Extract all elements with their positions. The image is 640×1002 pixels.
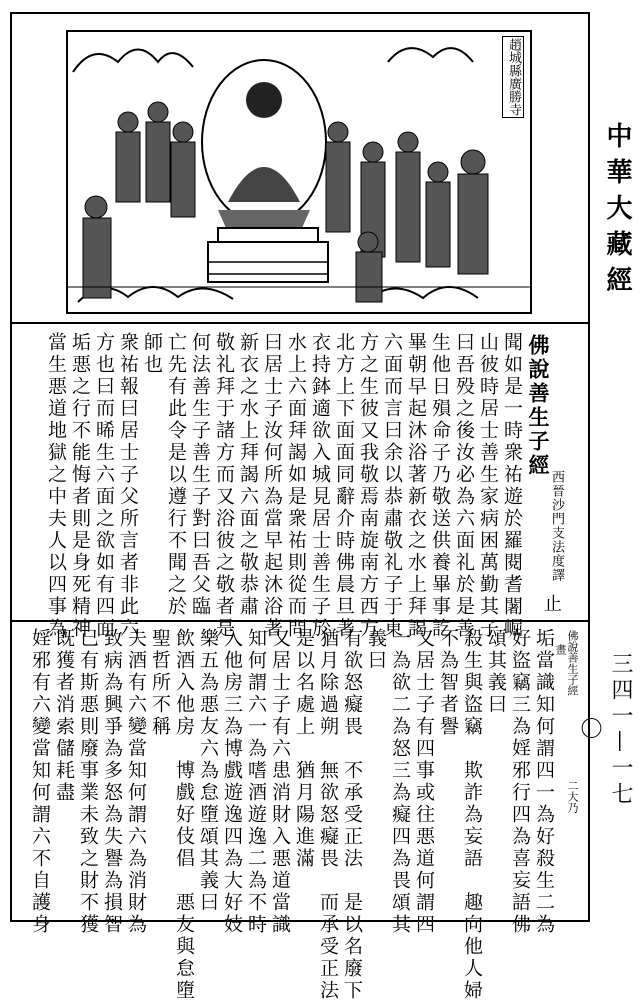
lower-text-column: 是以名處上 猶月陽進滿 (293, 628, 315, 870)
upper-text-column: 方之生彼又我敬焉南旋南方西方 (357, 332, 379, 640)
upper-text-column: 衣持鉢適欲入城見居士善生子於 (309, 332, 331, 640)
lower-text-column: 婬邪有六變當知何謂六不自護身 (29, 628, 51, 936)
upper-text-column: 衆祐報曰居士子父所言者非此六 (117, 332, 139, 640)
lower-text-column: 樂五為悪友六為怠墮頌其義曰 (197, 628, 219, 914)
margin-note: 佛說善生子經 (566, 630, 579, 696)
lower-text-column: 飲酒入他房 博戲好伎倡 悪友與怠墮 (173, 628, 195, 1002)
upper-text-column: 北方上下面面同辭介時佛晨旦著 (333, 332, 355, 640)
stamp: 畫 (554, 644, 567, 655)
lower-text-column: 入他房三為博戲遊逸四為大好妓 (221, 628, 243, 936)
lower-text-column: 有欲怒癡畏 不承受正法 是以名廢下 (341, 628, 363, 1002)
sutra-title: 佛說善生子經 (526, 334, 551, 478)
upper-text-column: 垢悪之行不能悔者則是身死精神 (69, 332, 91, 640)
lower-text-column: 殺生與盜竊 欺詐為妄語 趣向他人婦 (461, 628, 483, 1002)
upper-text-column: 敬礼拜于諸方而又浴彼之敬者是 (213, 332, 235, 640)
section-divider-upper (10, 322, 590, 324)
upper-text-column: 山彼時居士善生家病困萬勤其子 (477, 332, 499, 640)
upper-text-column: 亡先有此令是以遵行不聞之於 (165, 332, 187, 618)
lower-text-column: 垢當識知何謂四一為好殺生二為 (533, 628, 555, 936)
lower-text-column: 已有斯悪則廢事業未致之財不獲 (77, 628, 99, 936)
woodblock-illustration (68, 32, 530, 312)
upper-text-column: 新衣之水上拜謁六面之敬恭肅 (237, 332, 259, 618)
lower-text-column: 又居士子有六患消財入悪道當識 (269, 628, 291, 936)
translator-line: 西晉沙門支法度譯 (549, 470, 564, 582)
lower-text-column: 聖哲所不稱 (149, 628, 171, 738)
illustration (66, 30, 532, 314)
upper-text-column: 當生悪道地獄之中夫人以四事為 (45, 332, 67, 640)
lower-text-column: 猶月除過朔 無欲怒癡畏 而承受正法 (317, 628, 339, 1002)
upper-text-column: 方也曰而晞生六面之欲如有四面 (93, 332, 115, 640)
lower-text-column: 夫酒有六變當知何謂六為消財為 (125, 628, 147, 936)
upper-text-column: 何法善生子善生子對曰吾父臨 (189, 332, 211, 618)
upper-text-column: 六面而言曰余以恭肅敬礼子于東 (381, 332, 403, 640)
lower-text-column: 頌其義曰 (485, 628, 507, 716)
upper-text-column: 師也 (141, 332, 163, 376)
lower-text-column: 一為欲二為怒三為癡四為畏頌其 (389, 628, 411, 936)
upper-text-column: 曰居士子汝何所為當早起沐浴著 (261, 332, 283, 640)
margin-note-2: 二大乃 (566, 780, 579, 813)
lower-text-column: 不為智者譽 (437, 628, 459, 738)
upper-text-column: 聞如是一時衆祐遊於羅閱耆闍崛 (501, 332, 523, 640)
upper-text-column: 水上六面拜謁如是衆祐則從而問 (285, 332, 307, 640)
upper-text-column: 曰吾殁之後汝必為六面礼於是善 (453, 332, 475, 640)
lower-text-column: 致病為興爭為多怒為失譽為損智 (101, 628, 123, 936)
lower-text-column: 既獲者消索儲耗盡 (53, 628, 75, 804)
upper-text-column: 畢朝早起沐浴著新衣之水上拜謁 (405, 332, 427, 640)
collection-title: 中華大藏經 (602, 122, 632, 302)
upper-text-column: 生他日殞命子乃敬送供養畢事訖 (429, 332, 451, 640)
page-number: 三四一—一七〇 (577, 652, 633, 808)
lower-text-column: 好盜竊三為婬邪行四為喜妄語佛 (509, 628, 531, 936)
end-mark: 止 (544, 594, 562, 615)
illustration-cartouche: 趙城縣廣勝寺 (502, 36, 524, 118)
lower-text-column: 又居士子有四事或往悪道何謂四 (413, 628, 435, 936)
lower-text-column: 義曰 (365, 628, 387, 672)
lower-text-column: 知何謂六一為嗜酒遊逸二為不時 (245, 628, 267, 936)
